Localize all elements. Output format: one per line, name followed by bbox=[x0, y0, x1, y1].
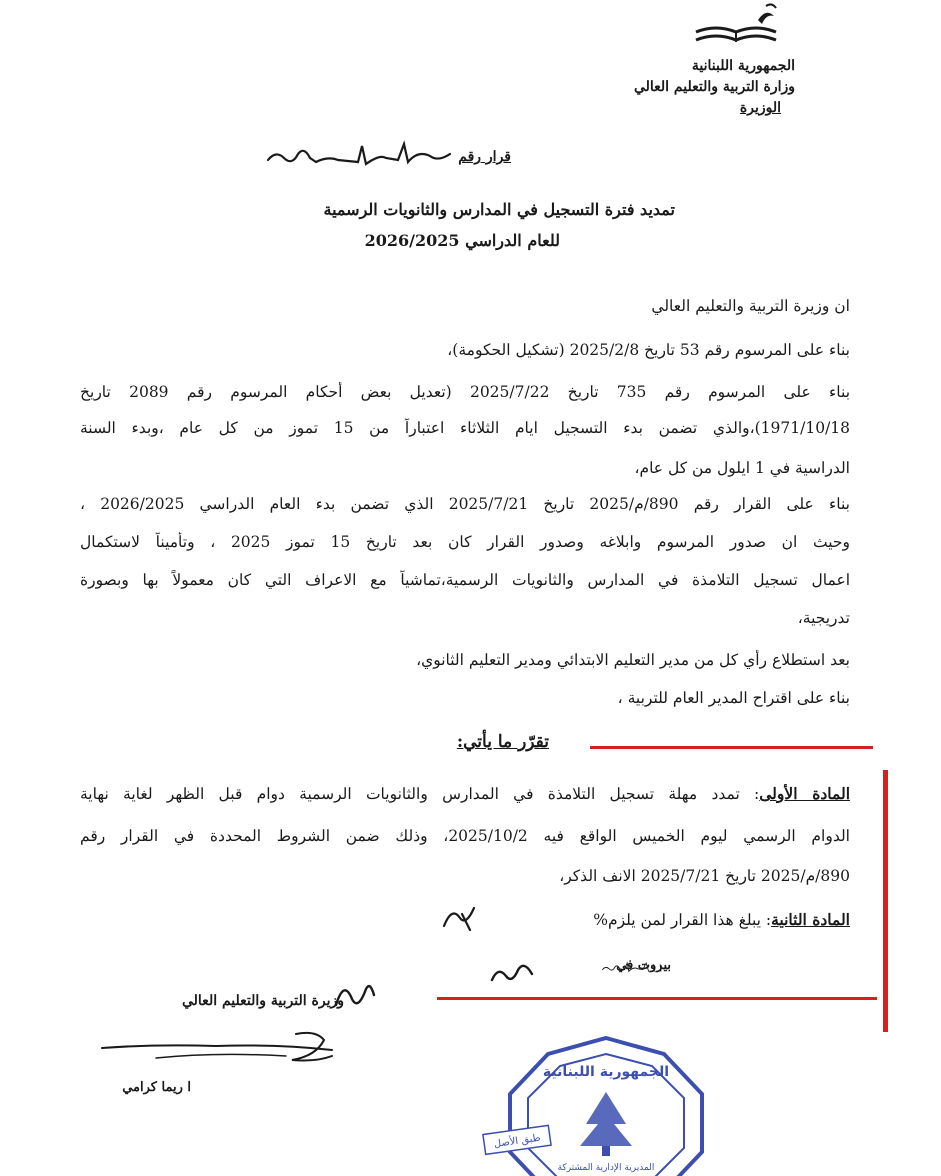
preamble-line: بناء على المرسوم رقم 735 تاريخ 2025/7/22 (تعديل بعض أحكام المرسوم رقم 2089 تاريخ bbox=[80, 383, 850, 401]
handwritten-number-text: ١١٢٩/م/٢٠٢٥ bbox=[358, 136, 364, 137]
signature-flourish-icon bbox=[330, 975, 380, 1015]
preamble-line: بناء على المرسوم رقم 53 تاريخ 2025/2/8 (تشكيل الحكومة)، bbox=[447, 341, 850, 359]
article-one bbox=[80, 784, 850, 894]
ministry-heading: وزارة التربية والتعليم العالي bbox=[633, 79, 795, 95]
article-two-title: المادة الثانية bbox=[771, 910, 850, 929]
minister-signature bbox=[96, 1026, 346, 1076]
preamble-line: بناء على القرار رقم 890/م/2025 تاريخ 2025/7/21 الذي تضمن بدء العام الدراسي 2026/2025 ، bbox=[80, 495, 850, 513]
signature-title: وزيرة التربية والتعليم العالي bbox=[181, 993, 344, 1009]
decision-title-line2: للعام الدراسي 2026/2025 bbox=[364, 231, 560, 250]
stamp-top-text: الجمهورية اللبنانية bbox=[542, 1064, 670, 1080]
preamble-line: بناء على اقتراح المدير العام للتربية ، bbox=[617, 689, 850, 707]
article-one-text: : تمدد مهلة تسجيل التلامذة في المدارس والثانويات الرسمية دوام قبل الظهر لغاية نهاية bbox=[80, 785, 760, 803]
red-highlight-line-bottom bbox=[437, 997, 877, 1000]
preamble-line: تدريجية، bbox=[797, 609, 850, 627]
stamp-inner-text: المديرية الإدارية المشتركة bbox=[557, 1163, 655, 1173]
stamp-certified-text: طبق الأصل bbox=[493, 1132, 542, 1151]
preamble-line: ان وزيرة التربية والتعليم العالي bbox=[651, 297, 850, 315]
preamble-line: وحيث ان صدور المرسوم وابلاغه وصدور القرار كان بعد تاريخ 15 تموز 2025 ، وتأميناً لاستكمال bbox=[80, 533, 850, 551]
handwritten-decision-number bbox=[258, 136, 458, 176]
preamble-line: الدراسية في 1 ايلول من كل عام، bbox=[634, 459, 850, 477]
article-one-title: المادة الأولى bbox=[759, 784, 850, 803]
preamble-line: اعمال تسجيل التلامذة في المدارس والثانويات الرسمية،تماشياً مع الاعراف التي كان معمولاً بها وبصورة bbox=[80, 571, 850, 589]
republic-heading: الجمهورية اللبنانية bbox=[691, 58, 795, 74]
preamble bbox=[80, 296, 850, 716]
decides-heading: تقرّر ما يأتي: bbox=[456, 732, 549, 752]
official-seal-stamp bbox=[476, 1032, 736, 1176]
dateline-place: بيروت في bbox=[616, 958, 671, 973]
ministry-book-logo-icon bbox=[686, 2, 786, 50]
minister-office-heading: الوزيرة bbox=[739, 100, 781, 116]
handwritten-initial-icon bbox=[488, 956, 538, 990]
preamble-line: 1971/10/18)،والذي تضمن بدء التسجيل ايام الثلاثاء اعتباراً من 15 تموز من كل عام ،وبدء السنة bbox=[80, 419, 850, 437]
article-one-line2: الدوام الرسمي ليوم الخميس الواقع فيه 2025/10/2، وذلك ضمن الشروط المحددة في القرار رقم bbox=[80, 827, 850, 845]
decision-title-line1: تمديد فترة التسجيل في المدارس والثانويات الرسمية bbox=[323, 200, 675, 219]
initials-mark-icon bbox=[440, 900, 480, 936]
red-highlight-line-side bbox=[883, 770, 888, 1032]
preamble-line: بعد استطلاع رأي كل من مدير التعليم الابتدائي ومدير التعليم الثانوي، bbox=[416, 651, 850, 669]
article-two-text: : يبلغ هذا القرار لمن يلزم% bbox=[593, 911, 772, 929]
article-one-line1 bbox=[80, 784, 850, 804]
handwritten-date bbox=[600, 950, 670, 986]
red-highlight-line-top bbox=[590, 746, 873, 749]
signatory-name: ا ريما كرامي bbox=[122, 1080, 191, 1095]
article-one-line3: 890/م/2025 تاريخ 2025/7/21 الانف الذكر، bbox=[559, 867, 850, 885]
decision-number-label: قرار رقم bbox=[458, 149, 511, 165]
